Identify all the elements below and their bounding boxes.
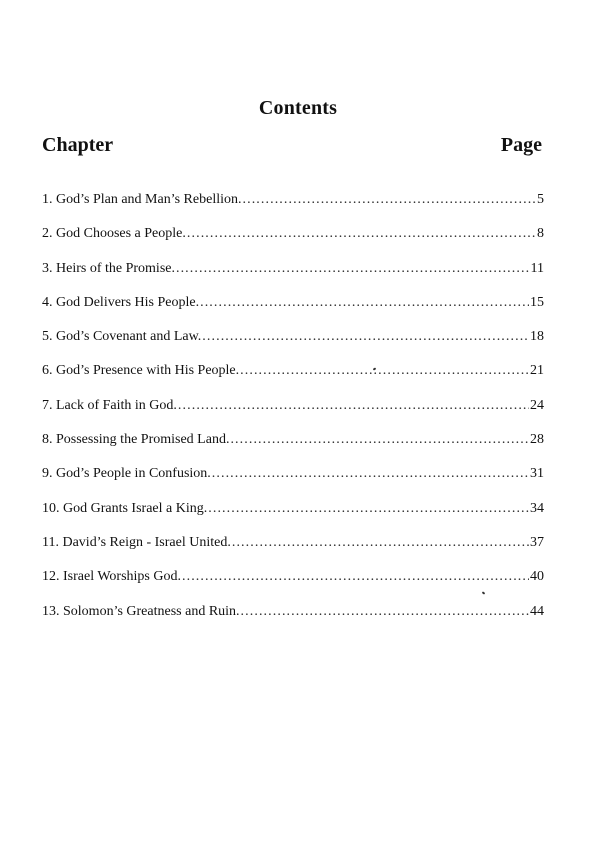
toc-entry[interactable] [42, 535, 544, 569]
toc-entry-page: 15 [530, 294, 544, 310]
dot-leader [202, 329, 529, 345]
toc-entry-page: 40 [530, 569, 544, 585]
toc-entry-page: 11 [530, 260, 544, 276]
dot-leader [240, 363, 529, 379]
dot-leader [230, 432, 529, 448]
toc-entry-page: 21 [530, 363, 544, 379]
toc-entry[interactable] [42, 295, 544, 329]
dot-leader [212, 466, 529, 482]
toc-entry-title: 8. Possessing the Promised Land. [42, 432, 230, 448]
toc-entry-title: 2. God Chooses a People. [42, 226, 186, 242]
dot-leader [178, 398, 529, 414]
toc-entry-page: 28 [530, 432, 544, 448]
toc-entry[interactable] [42, 466, 544, 500]
toc-entry[interactable] [42, 192, 544, 226]
page-column-header: Page [500, 134, 542, 156]
toc-entry[interactable] [42, 226, 544, 260]
page-title: Contents [258, 97, 338, 119]
toc-entry-title: 6. God’s Presence with His People. [42, 363, 240, 379]
toc-entry-title: 12. Israel Worships God. [42, 569, 181, 585]
dot-leader [176, 261, 530, 277]
toc-entry-page: 37 [530, 534, 544, 550]
toc-entry-title: 13. Solomon’s Greatness and Ruin. [42, 603, 240, 619]
toc-entry-title: 10. God Grants Israel a King. [42, 500, 208, 516]
toc-entry[interactable] [42, 604, 544, 638]
toc-entry[interactable] [42, 432, 544, 466]
toc-entry-page: 18 [530, 329, 544, 345]
dot-leader [182, 569, 529, 585]
toc-entry-page: 31 [530, 466, 544, 482]
toc-entry-title: 7. Lack of Faith in God. [42, 397, 177, 413]
toc-entry-title: 11. David’s Reign - Israel United. [42, 534, 231, 550]
toc-entry[interactable] [42, 501, 544, 535]
toc-entry-title: 4. God Delivers His People. [42, 294, 200, 310]
dot-leader [187, 226, 536, 242]
toc-entry[interactable] [42, 363, 544, 397]
toc-entry[interactable] [42, 398, 544, 432]
toc-entry-page: 8 [537, 226, 544, 242]
toc-entry[interactable] [42, 261, 544, 295]
dot-leader [232, 535, 529, 551]
table-of-contents [42, 192, 544, 638]
toc-entry-page: 34 [530, 500, 544, 516]
toc-entry-page: 44 [530, 603, 544, 619]
toc-entry[interactable] [42, 569, 544, 603]
chapter-column-header: Chapter [42, 134, 114, 156]
toc-entry-page: 24 [530, 397, 544, 413]
dot-leader [200, 295, 529, 311]
toc-entry-title: 5. God’s Covenant and Law. [42, 329, 202, 345]
toc-entry[interactable] [42, 329, 544, 363]
toc-entry-title: 1. God’s Plan and Man’s Rebellion. [42, 192, 242, 207]
toc-entry-page: 5 [537, 192, 544, 207]
dot-leader [208, 501, 529, 517]
toc-entry-title: 3. Heirs of the Promise. [42, 260, 175, 276]
dot-leader [241, 604, 529, 620]
toc-entry-title: 9. God’s People in Confusion. [42, 466, 211, 482]
dot-leader [243, 192, 537, 208]
